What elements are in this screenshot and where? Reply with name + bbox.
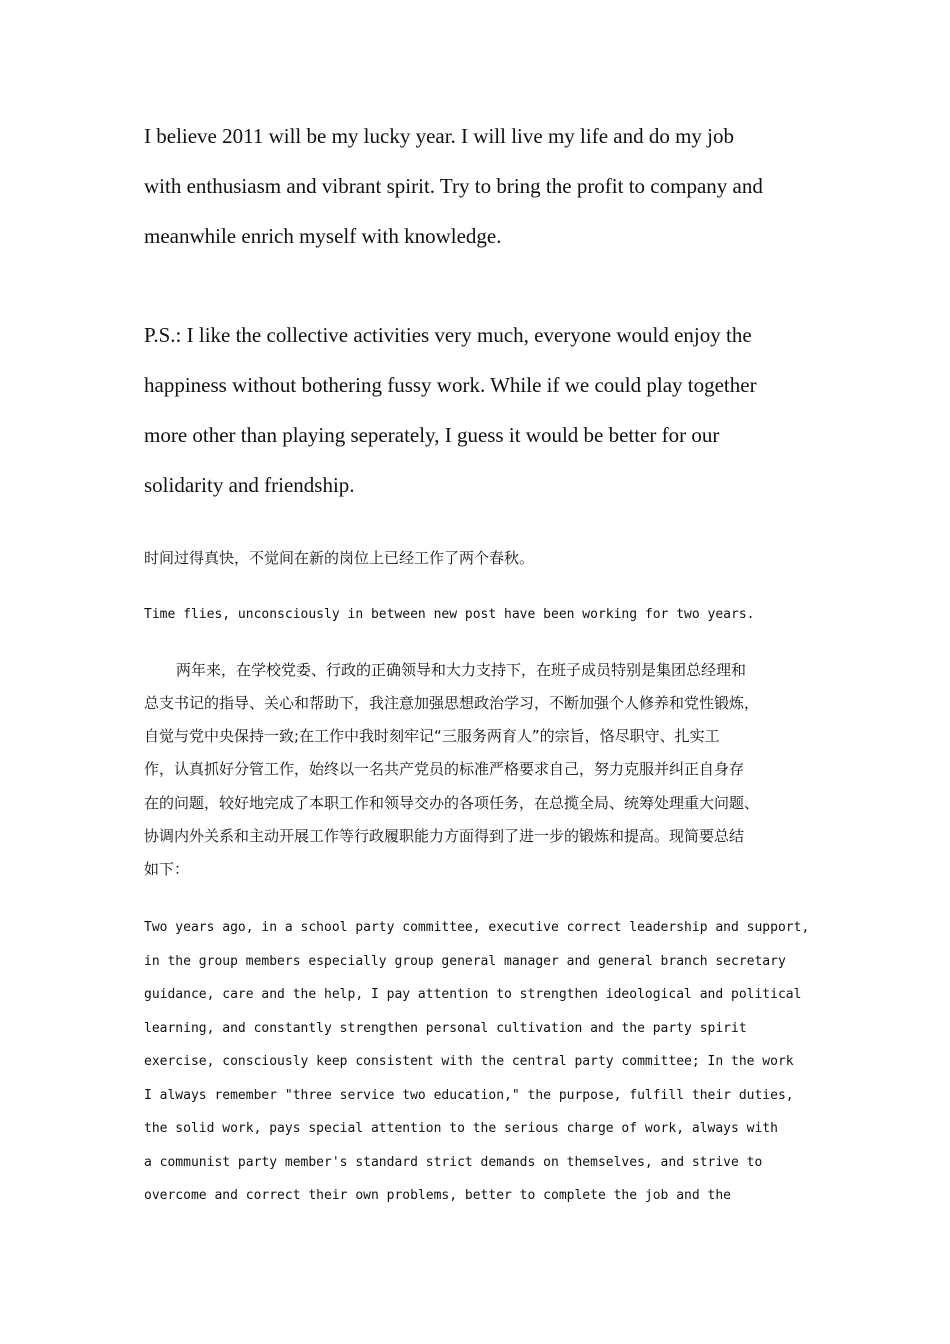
paragraph-line: more other than playing seperately, I guess it would be better for our xyxy=(144,423,720,447)
paragraph-line: meanwhile enrich myself with knowledge. xyxy=(144,224,502,248)
paragraph-line: 两年来，在学校党委、行政的正确领导和大力支持下，在班子成员特别是集团总经理和 xyxy=(176,661,747,679)
paragraph-line: I believe 2011 will be my lucky year. I will live my life and do my job xyxy=(144,124,735,148)
paragraph-line: Two years ago, in a school party committee, executive correct leadership and support, xyxy=(144,920,810,935)
paragraph-line: 自觉与党中央保持一致;在工作中我时刻牢记“三服务两育人”的宗旨，恪尽职守、扎实工 xyxy=(144,727,720,745)
paragraph-line: solidarity and friendship. xyxy=(144,473,355,497)
english-intro: Time flies, unconsciously in between new post have been working for two years. xyxy=(144,607,755,622)
paragraph-line: 协调内外关系和主动开展工作等行政履职能力方面得到了进一步的锻炼和提高。现简要总结 xyxy=(144,827,745,845)
paragraph-line: learning, and constantly strengthen personal cultivation and the party spirit xyxy=(144,1021,747,1036)
paragraph-line: the solid work, pays special attention to the serious charge of work, always with xyxy=(144,1121,778,1136)
paragraph-line: overcome and correct their own problems, better to complete the job and the xyxy=(144,1188,731,1203)
paragraph-line: with enthusiasm and vibrant spirit. Try to bring the profit to company and xyxy=(144,174,763,198)
paragraph-line: a communist party member's standard strict demands on themselves, and strive to xyxy=(144,1155,763,1170)
paragraph-line: 在的问题，较好地完成了本职工作和领导交办的各项任务，在总揽全局、统筹处理重大问题、 xyxy=(144,794,760,812)
paragraph-line: happiness without bothering fussy work. While if we could play together xyxy=(144,373,757,397)
paragraph-line: 总支书记的指导、关心和帮助下，我注意加强思想政治学习，不断加强个人修养和党性锻炼， xyxy=(144,694,760,712)
paragraph-line: I always remember "three service two education," the purpose, fulfill their duties, xyxy=(144,1088,794,1103)
paragraph-line: in the group members especially group general manager and general branch secretary xyxy=(144,954,786,969)
paragraph-line: 作，认真抓好分管工作，始终以一名共产党员的标准严格要求自己，努力克服并纠正自身存 xyxy=(144,760,745,778)
chinese-intro: 时间过得真快，不觉间在新的岗位上已经工作了两个春秋。 xyxy=(144,549,535,567)
paragraph-line: guidance, care and the help, I pay attention to strengthen ideological and political xyxy=(144,987,802,1002)
paragraph-line: exercise, consciously keep consistent with the central party committee; In the work xyxy=(144,1054,794,1069)
paragraph-line: 如下： xyxy=(144,860,190,878)
paragraph-line: P.S.: I like the collective activities very much, everyone would enjoy the xyxy=(144,323,752,347)
